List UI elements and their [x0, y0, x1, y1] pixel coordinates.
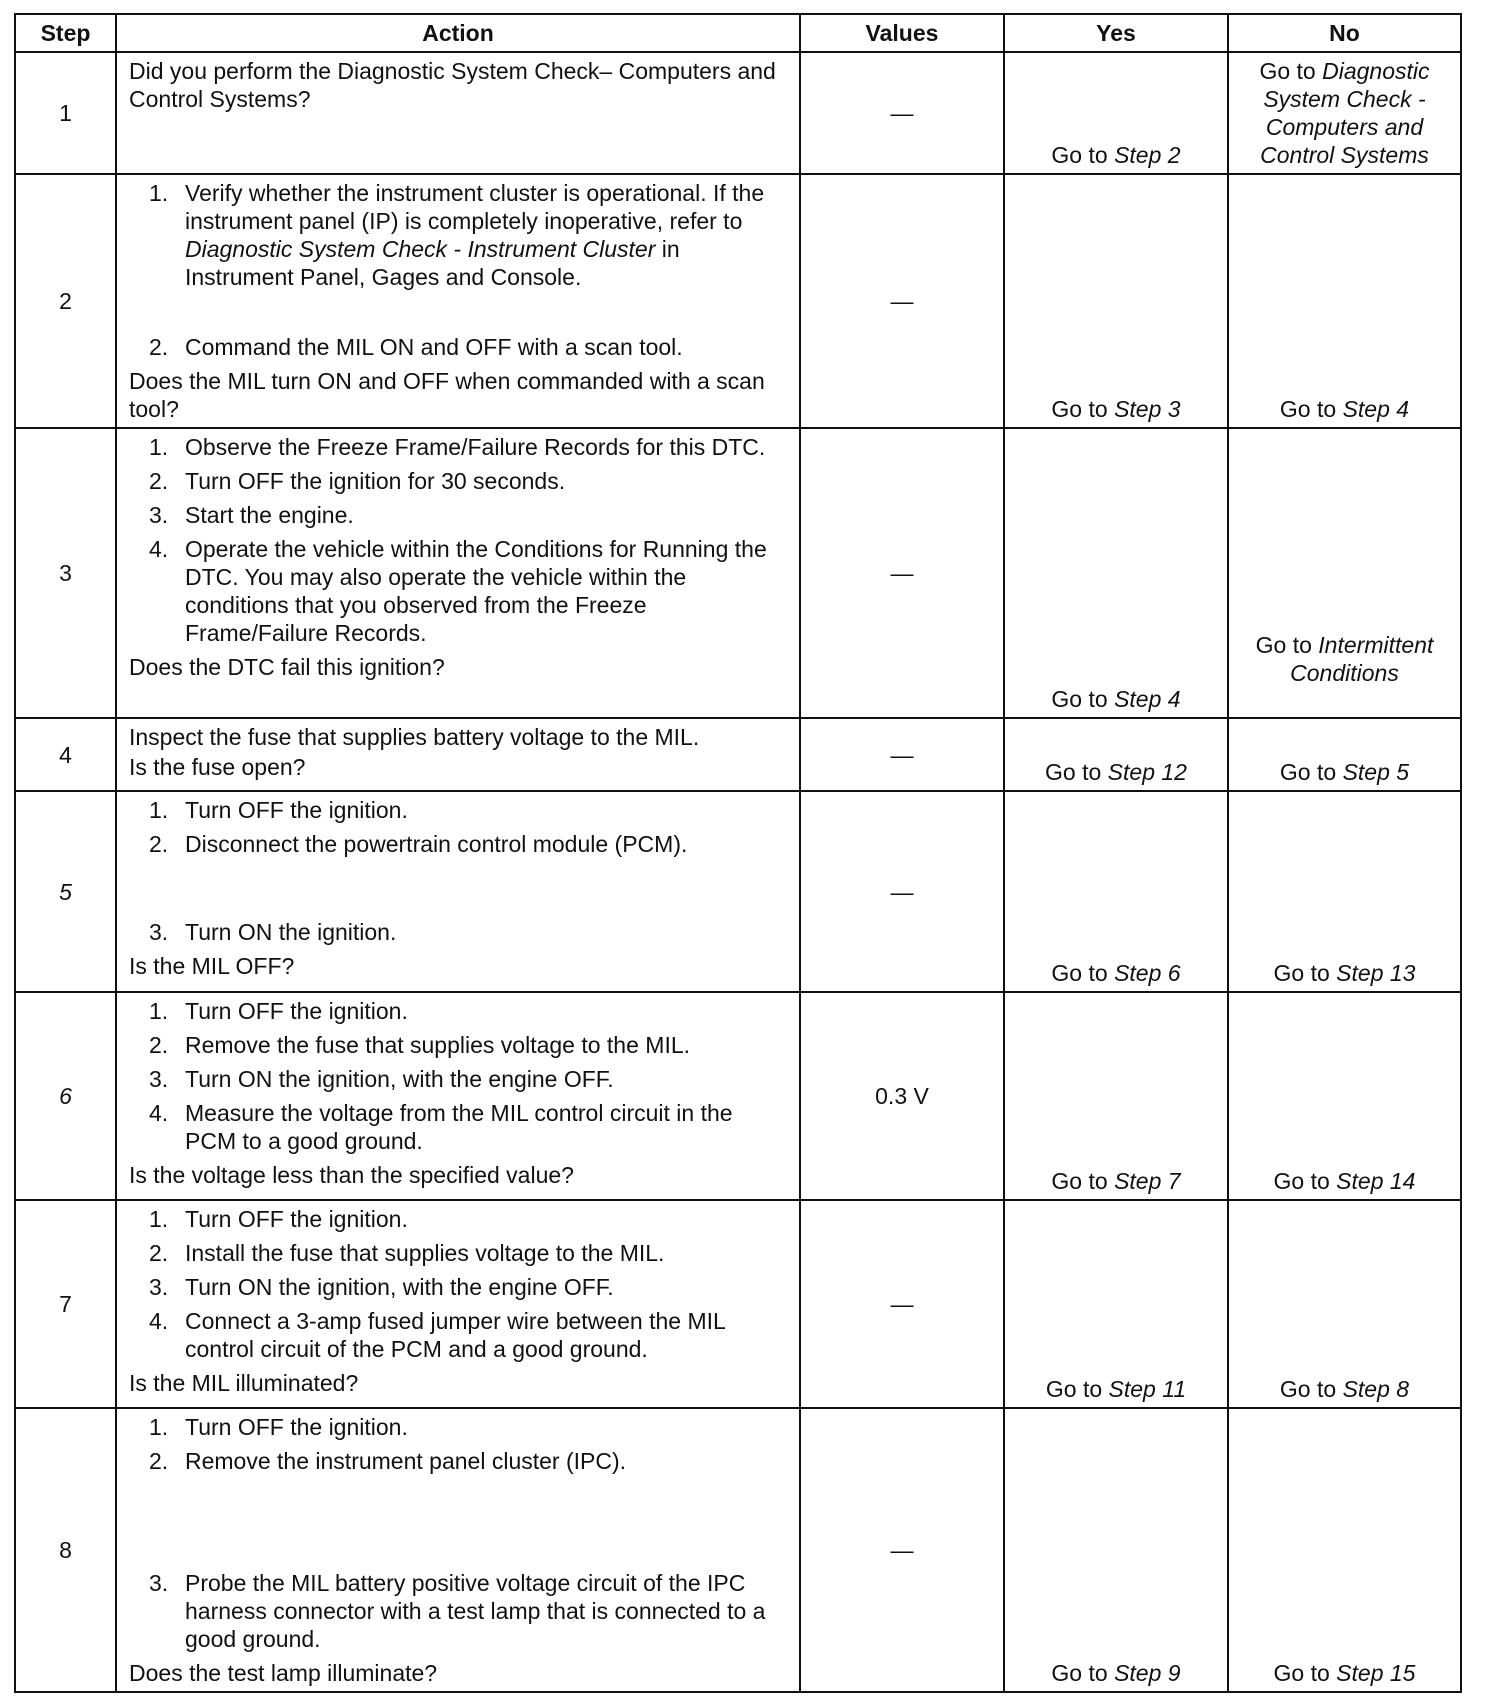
header-step: Step	[15, 14, 116, 52]
list-item	[129, 1031, 789, 1059]
action-question: Is the voltage less than the specified value?	[129, 1162, 574, 1188]
no-target: Step 8	[1342, 1376, 1410, 1402]
item-number: 4.	[149, 1100, 169, 1126]
item-number: 2.	[149, 831, 169, 857]
table-row	[15, 52, 1461, 174]
diagnostic-table	[14, 13, 1462, 1693]
step-number: 2	[15, 174, 116, 428]
yes-prefix: Go to	[1051, 396, 1108, 422]
item-text: Verify whether the instrument cluster is operational. If the instrument panel (IP) is completely inoperative, refer to	[185, 180, 765, 234]
no-target: Diagnostic System Check - Computers and Control Systems	[1260, 58, 1430, 168]
no-cell	[1228, 428, 1461, 718]
item-text: Operate the vehicle within the Conditions for Running the DTC. You may also operate the vehicle within the conditions that you observed from the Freeze Frame/Failure Records.	[185, 536, 767, 646]
item-number: 2.	[149, 1448, 169, 1474]
list-item	[129, 467, 789, 495]
table-row	[15, 718, 1461, 791]
item-text: Remove the fuse that supplies voltage to the MIL.	[185, 1032, 691, 1058]
no-target: Step 13	[1336, 960, 1416, 986]
yes-prefix: Go to	[1051, 686, 1108, 712]
item-text: Turn ON the ignition, with the engine OFF.	[185, 1066, 614, 1092]
no-target: Intermittent Conditions	[1290, 632, 1434, 686]
yes-target: Step 3	[1114, 396, 1181, 422]
value-cell: —	[800, 174, 1004, 428]
item-text: Turn OFF the ignition for 30 seconds.	[185, 468, 566, 494]
no-cell	[1228, 1408, 1461, 1692]
table-row	[15, 1200, 1461, 1408]
action-cell	[116, 52, 800, 174]
item-number: 4.	[149, 1308, 169, 1334]
yes-target: Step 11	[1108, 1376, 1187, 1402]
yes-cell	[1004, 52, 1228, 174]
step-number: 1	[15, 52, 116, 174]
item-number: 3.	[149, 1066, 169, 1092]
item-text: Turn OFF the ignition.	[185, 1414, 408, 1440]
list-item	[129, 333, 789, 361]
item-number: 3.	[149, 919, 169, 945]
list-item	[129, 535, 789, 647]
table-row	[15, 1408, 1461, 1692]
no-target: Step 14	[1336, 1168, 1416, 1194]
action-intro: Inspect the fuse that supplies battery voltage to the MIL.	[129, 724, 700, 750]
item-text: Turn OFF the ignition.	[185, 1206, 408, 1232]
table-row	[15, 174, 1461, 428]
no-cell	[1228, 1200, 1461, 1408]
action-question: Does the test lamp illuminate?	[129, 1660, 438, 1686]
yes-prefix: Go to	[1051, 142, 1108, 168]
yes-target: Step 2	[1114, 142, 1181, 168]
item-text: Connect a 3-amp fused jumper wire between the MIL control circuit of the PCM and a good ground.	[185, 1308, 725, 1362]
item-text: Probe the MIL battery positive voltage circuit of the IPC harness connector with a test lamp that is connected to a good ground.	[185, 1570, 766, 1652]
item-text: Disconnect the powertrain control module (PCM).	[185, 831, 688, 857]
list-item	[129, 1273, 789, 1301]
item-number: 2.	[149, 334, 169, 360]
list-item	[129, 830, 789, 858]
yes-target: Step 4	[1114, 686, 1181, 712]
list-item	[129, 433, 789, 461]
action-question: Does the DTC fail this ignition?	[129, 654, 445, 680]
list-item	[129, 501, 789, 529]
action-cell	[116, 718, 800, 791]
value-cell: 0.3 V	[800, 992, 1004, 1200]
item-reference: Diagnostic System Check - Instrument Cluster	[185, 236, 656, 262]
action-cell	[116, 428, 800, 718]
yes-prefix: Go to	[1051, 960, 1108, 986]
no-prefix: Go to	[1255, 632, 1312, 658]
yes-cell	[1004, 992, 1228, 1200]
item-number: 1.	[149, 1206, 169, 1232]
value-cell: —	[800, 791, 1004, 992]
list-item	[129, 997, 789, 1025]
header-row	[15, 14, 1461, 52]
header-yes: Yes	[1004, 14, 1228, 52]
no-target: Step 5	[1342, 759, 1410, 785]
action-question: Is the MIL OFF?	[129, 953, 295, 979]
no-target: Step 15	[1336, 1660, 1416, 1686]
step-number: 7	[15, 1200, 116, 1408]
no-cell	[1228, 992, 1461, 1200]
item-number: 1.	[149, 180, 169, 206]
yes-target: Step 9	[1114, 1660, 1181, 1686]
list-item	[129, 1447, 789, 1475]
action-steps	[129, 433, 789, 647]
action-intro: Did you perform the Diagnostic System Check– Computers and Control Systems?	[129, 58, 776, 112]
no-cell	[1228, 791, 1461, 992]
list-item	[129, 1205, 789, 1233]
action-cell	[116, 791, 800, 992]
value-cell: —	[800, 428, 1004, 718]
no-prefix: Go to	[1279, 759, 1337, 785]
item-number: 2.	[149, 1032, 169, 1058]
list-item	[129, 1239, 789, 1267]
item-number: 1.	[149, 434, 169, 460]
action-question: Is the fuse open?	[129, 754, 306, 780]
no-prefix: Go to	[1273, 1168, 1330, 1194]
action-steps	[129, 997, 789, 1155]
item-text: Measure the voltage from the MIL control circuit in the PCM to a good ground.	[185, 1100, 733, 1154]
value-cell: —	[800, 52, 1004, 174]
yes-target: Step 7	[1114, 1168, 1181, 1194]
list-item	[129, 179, 789, 291]
value-cell: —	[800, 1200, 1004, 1408]
list-item	[129, 1065, 789, 1093]
no-prefix: Go to	[1273, 960, 1330, 986]
yes-prefix: Go to	[1051, 1168, 1108, 1194]
step-number: 8	[15, 1408, 116, 1692]
action-question: Is the MIL illuminated?	[129, 1370, 359, 1396]
list-item	[129, 796, 789, 824]
list-item	[129, 1099, 789, 1155]
item-text: Observe the Freeze Frame/Failure Records for this DTC.	[185, 434, 766, 460]
no-cell	[1228, 174, 1461, 428]
item-number: 4.	[149, 536, 169, 562]
action-cell	[116, 1408, 800, 1692]
no-cell	[1228, 718, 1461, 791]
yes-cell	[1004, 428, 1228, 718]
yes-cell	[1004, 1200, 1228, 1408]
action-cell	[116, 992, 800, 1200]
no-prefix: Go to	[1259, 58, 1316, 84]
yes-target: Step 6	[1114, 960, 1181, 986]
list-item	[129, 1413, 789, 1441]
yes-target: Step 12	[1107, 759, 1187, 785]
item-text: Install the fuse that supplies voltage to the MIL.	[185, 1240, 665, 1266]
item-text: in Instrument Panel, Gages and Console.	[185, 236, 680, 290]
item-number: 2.	[149, 1240, 169, 1266]
yes-prefix: Go to	[1045, 759, 1102, 785]
value-cell: —	[800, 718, 1004, 791]
item-number: 1.	[149, 998, 169, 1024]
spacer	[129, 1481, 789, 1563]
item-text: Turn ON the ignition.	[185, 919, 397, 945]
action-steps	[129, 796, 789, 946]
item-text: Turn OFF the ignition.	[185, 998, 408, 1024]
table-row	[15, 791, 1461, 992]
list-item	[129, 1307, 789, 1363]
yes-cell	[1004, 791, 1228, 992]
spacer	[129, 297, 789, 327]
item-text: Remove the instrument panel cluster (IPC).	[185, 1448, 627, 1474]
item-text: Command the MIL ON and OFF with a scan tool.	[185, 334, 683, 360]
action-cell	[116, 1200, 800, 1408]
item-number: 3.	[149, 1274, 169, 1300]
item-number: 2.	[149, 468, 169, 494]
yes-cell	[1004, 174, 1228, 428]
list-item	[129, 918, 789, 946]
item-text: Turn OFF the ignition.	[185, 797, 408, 823]
action-cell	[116, 174, 800, 428]
value-cell: —	[800, 1408, 1004, 1692]
yes-cell	[1004, 1408, 1228, 1692]
no-prefix: Go to	[1279, 396, 1337, 422]
item-text: Turn ON the ignition, with the engine OFF.	[185, 1274, 614, 1300]
header-values: Values	[800, 14, 1004, 52]
action-question: Does the MIL turn ON and OFF when commanded with a scan tool?	[129, 368, 765, 422]
list-item	[129, 1569, 789, 1653]
item-number: 1.	[149, 1414, 169, 1440]
no-cell	[1228, 52, 1461, 174]
action-steps	[129, 1413, 789, 1653]
yes-cell	[1004, 718, 1228, 791]
no-prefix: Go to	[1279, 1376, 1337, 1402]
yes-prefix: Go to	[1051, 1660, 1108, 1686]
item-number: 1.	[149, 797, 169, 823]
yes-prefix: Go to	[1045, 1376, 1103, 1402]
action-steps	[129, 1205, 789, 1363]
table-row	[15, 992, 1461, 1200]
no-prefix: Go to	[1273, 1660, 1330, 1686]
header-no: No	[1228, 14, 1461, 52]
table-row	[15, 428, 1461, 718]
action-steps	[129, 179, 789, 361]
header-action: Action	[116, 14, 800, 52]
step-number: 5	[15, 791, 116, 992]
step-number: 3	[15, 428, 116, 718]
item-number: 3.	[149, 1570, 169, 1596]
item-text: Start the engine.	[185, 502, 354, 528]
spacer	[129, 864, 789, 912]
item-number: 3.	[149, 502, 169, 528]
step-number: 6	[15, 992, 116, 1200]
step-number: 4	[15, 718, 116, 791]
no-target: Step 4	[1342, 396, 1410, 422]
